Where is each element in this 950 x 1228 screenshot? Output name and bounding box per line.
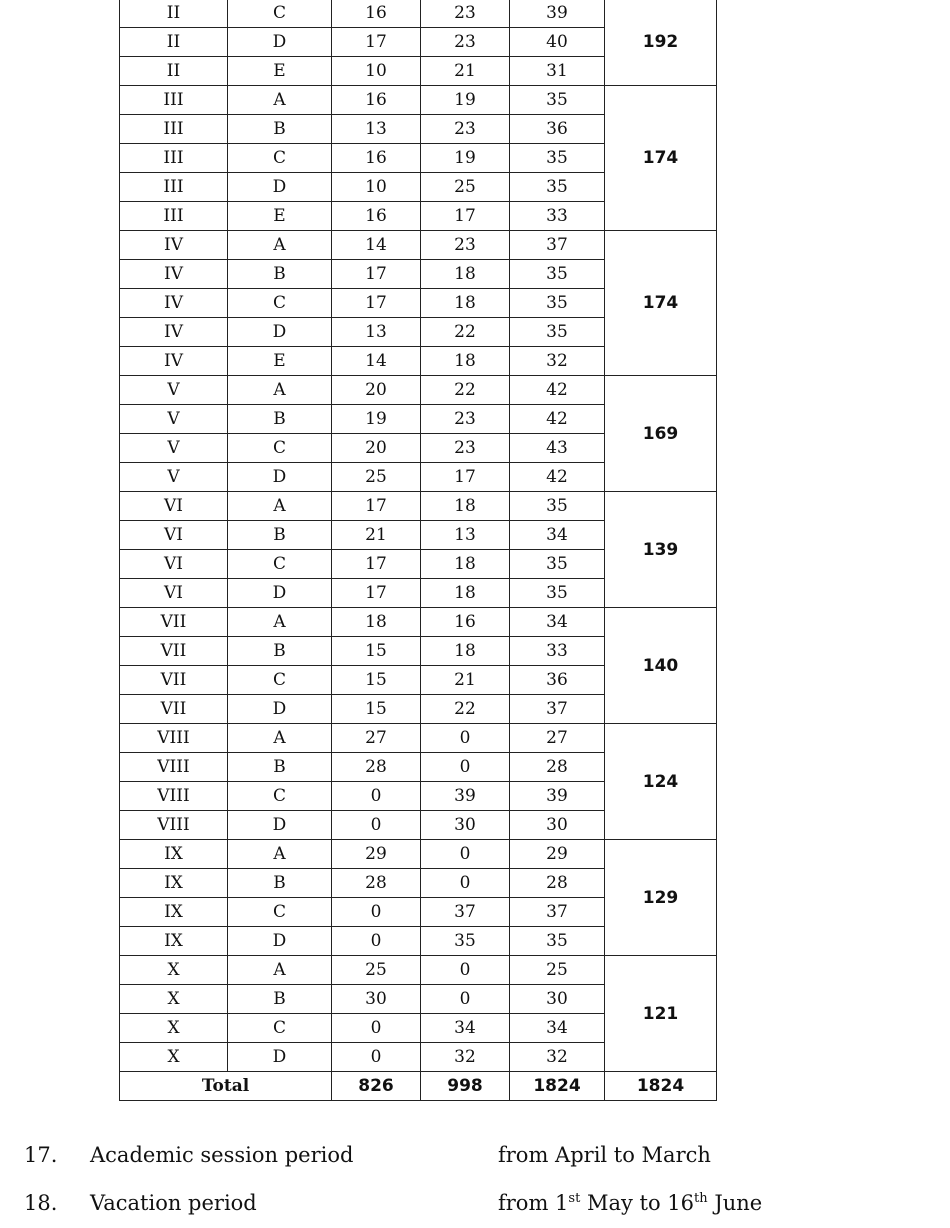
section-total-cell: 30 xyxy=(510,811,605,840)
section-cell: D xyxy=(228,318,332,347)
item-value: from April to March xyxy=(498,1143,711,1167)
section-cell: A xyxy=(228,492,332,521)
class-cell: IX xyxy=(120,869,228,898)
class-cell: III xyxy=(120,202,228,231)
section-cell: D xyxy=(228,28,332,57)
total-boys: 826 xyxy=(332,1072,421,1101)
section-cell: B xyxy=(228,405,332,434)
section-total-cell: 35 xyxy=(510,289,605,318)
class-cell: VI xyxy=(120,579,228,608)
section-total-cell: 39 xyxy=(510,782,605,811)
section-total-cell: 32 xyxy=(510,1043,605,1072)
section-cell: D xyxy=(228,695,332,724)
section-total-cell: 31 xyxy=(510,57,605,86)
section-cell: D xyxy=(228,463,332,492)
section-cell: D xyxy=(228,927,332,956)
class-cell: III xyxy=(120,115,228,144)
class-cell: II xyxy=(120,57,228,86)
section-total-cell: 37 xyxy=(510,898,605,927)
section-total-cell: 33 xyxy=(510,637,605,666)
girls-cell: 19 xyxy=(421,86,510,115)
boys-cell: 15 xyxy=(332,637,421,666)
section-total-cell: 42 xyxy=(510,463,605,492)
section-total-cell: 28 xyxy=(510,753,605,782)
boys-cell: 25 xyxy=(332,956,421,985)
girls-cell: 0 xyxy=(421,956,510,985)
item-number: 17. xyxy=(24,1143,58,1167)
table-row xyxy=(120,840,717,869)
ordinal-suffix: th xyxy=(694,1191,708,1206)
section-cell: D xyxy=(228,579,332,608)
class-total-cell: 139 xyxy=(605,492,717,608)
boys-cell: 0 xyxy=(332,1043,421,1072)
girls-cell: 25 xyxy=(421,173,510,202)
boys-cell: 17 xyxy=(332,260,421,289)
boys-cell: 10 xyxy=(332,57,421,86)
value-middle: May to 16 xyxy=(580,1191,695,1215)
enrollment-table xyxy=(119,0,717,1101)
table-row xyxy=(120,492,717,521)
section-total-cell: 40 xyxy=(510,28,605,57)
section-cell: C xyxy=(228,898,332,927)
girls-cell: 0 xyxy=(421,840,510,869)
boys-cell: 27 xyxy=(332,724,421,753)
section-cell: A xyxy=(228,956,332,985)
class-cell: X xyxy=(120,1014,228,1043)
girls-cell: 18 xyxy=(421,289,510,318)
girls-cell: 23 xyxy=(421,405,510,434)
section-total-cell: 34 xyxy=(510,521,605,550)
girls-cell: 17 xyxy=(421,202,510,231)
table-row xyxy=(120,231,717,260)
section-cell: B xyxy=(228,521,332,550)
section-cell: C xyxy=(228,0,332,28)
table-row xyxy=(120,956,717,985)
class-cell: IV xyxy=(120,318,228,347)
section-cell: C xyxy=(228,782,332,811)
class-cell: II xyxy=(120,0,228,28)
section-total-cell: 35 xyxy=(510,927,605,956)
class-total-cell: 169 xyxy=(605,376,717,492)
girls-cell: 23 xyxy=(421,115,510,144)
section-cell: D xyxy=(228,811,332,840)
girls-cell: 18 xyxy=(421,550,510,579)
section-total-cell: 32 xyxy=(510,347,605,376)
girls-cell: 16 xyxy=(421,608,510,637)
total-girls: 998 xyxy=(421,1072,510,1101)
class-total-cell: 192 xyxy=(605,0,717,86)
section-cell: C xyxy=(228,144,332,173)
section-cell: A xyxy=(228,376,332,405)
table-row xyxy=(120,86,717,115)
boys-cell: 30 xyxy=(332,985,421,1014)
boys-cell: 16 xyxy=(332,202,421,231)
section-cell: A xyxy=(228,840,332,869)
class-total-cell: 124 xyxy=(605,724,717,840)
girls-cell: 18 xyxy=(421,637,510,666)
class-cell: V xyxy=(120,463,228,492)
value-prefix: from 1 xyxy=(498,1191,569,1215)
boys-cell: 0 xyxy=(332,811,421,840)
section-cell: E xyxy=(228,57,332,86)
class-cell: III xyxy=(120,144,228,173)
section-cell: B xyxy=(228,637,332,666)
section-total-cell: 36 xyxy=(510,666,605,695)
section-total-cell: 37 xyxy=(510,695,605,724)
boys-cell: 13 xyxy=(332,318,421,347)
class-cell: VIII xyxy=(120,782,228,811)
boys-cell: 20 xyxy=(332,434,421,463)
item-number: 18. xyxy=(24,1191,58,1215)
section-total-cell: 42 xyxy=(510,405,605,434)
boys-cell: 17 xyxy=(332,550,421,579)
girls-cell: 22 xyxy=(421,318,510,347)
table-row xyxy=(120,608,717,637)
boys-cell: 14 xyxy=(332,347,421,376)
class-cell: VII xyxy=(120,608,228,637)
girls-cell: 17 xyxy=(421,463,510,492)
girls-cell: 21 xyxy=(421,666,510,695)
girls-cell: 23 xyxy=(421,231,510,260)
boys-cell: 0 xyxy=(332,1014,421,1043)
boys-cell: 17 xyxy=(332,579,421,608)
section-total-cell: 39 xyxy=(510,0,605,28)
boys-cell: 28 xyxy=(332,869,421,898)
section-cell: C xyxy=(228,434,332,463)
section-cell: B xyxy=(228,753,332,782)
class-cell: V xyxy=(120,434,228,463)
section-cell: B xyxy=(228,260,332,289)
class-cell: IV xyxy=(120,231,228,260)
section-cell: C xyxy=(228,289,332,318)
section-cell: E xyxy=(228,202,332,231)
girls-cell: 23 xyxy=(421,434,510,463)
section-total-cell: 35 xyxy=(510,318,605,347)
girls-cell: 21 xyxy=(421,57,510,86)
section-cell: A xyxy=(228,608,332,637)
class-cell: V xyxy=(120,405,228,434)
section-cell: B xyxy=(228,869,332,898)
girls-cell: 0 xyxy=(421,985,510,1014)
boys-cell: 0 xyxy=(332,927,421,956)
girls-cell: 18 xyxy=(421,492,510,521)
class-cell: X xyxy=(120,985,228,1014)
class-cell: V xyxy=(120,376,228,405)
class-cell: II xyxy=(120,28,228,57)
class-cell: VI xyxy=(120,550,228,579)
section-cell: D xyxy=(228,1043,332,1072)
girls-cell: 22 xyxy=(421,376,510,405)
section-total-cell: 43 xyxy=(510,434,605,463)
class-cell: VII xyxy=(120,695,228,724)
value-suffix: June xyxy=(707,1191,763,1215)
section-total-cell: 30 xyxy=(510,985,605,1014)
section-total-cell: 33 xyxy=(510,202,605,231)
section-total-cell: 35 xyxy=(510,579,605,608)
class-cell: VI xyxy=(120,521,228,550)
class-cell: VIII xyxy=(120,753,228,782)
boys-cell: 15 xyxy=(332,695,421,724)
boys-cell: 15 xyxy=(332,666,421,695)
girls-cell: 19 xyxy=(421,144,510,173)
section-cell: D xyxy=(228,173,332,202)
boys-cell: 18 xyxy=(332,608,421,637)
class-total-cell: 129 xyxy=(605,840,717,956)
boys-cell: 19 xyxy=(332,405,421,434)
section-cell: C xyxy=(228,1014,332,1043)
class-cell: VIII xyxy=(120,724,228,753)
section-cell: B xyxy=(228,985,332,1014)
girls-cell: 30 xyxy=(421,811,510,840)
girls-cell: 37 xyxy=(421,898,510,927)
boys-cell: 17 xyxy=(332,289,421,318)
boys-cell: 16 xyxy=(332,0,421,28)
class-cell: III xyxy=(120,173,228,202)
class-cell: VIII xyxy=(120,811,228,840)
grand-total: 1824 xyxy=(605,1072,717,1101)
section-cell: E xyxy=(228,347,332,376)
section-total-cell: 35 xyxy=(510,550,605,579)
class-cell: IV xyxy=(120,260,228,289)
girls-cell: 23 xyxy=(421,28,510,57)
girls-cell: 22 xyxy=(421,695,510,724)
boys-cell: 16 xyxy=(332,86,421,115)
boys-cell: 14 xyxy=(332,231,421,260)
girls-cell: 0 xyxy=(421,869,510,898)
item-value xyxy=(498,1187,762,1219)
section-cell: C xyxy=(228,550,332,579)
section-total-cell: 34 xyxy=(510,1014,605,1043)
ordinal-suffix: st xyxy=(568,1191,581,1206)
boys-cell: 10 xyxy=(332,173,421,202)
girls-cell: 18 xyxy=(421,347,510,376)
section-cell: A xyxy=(228,724,332,753)
class-cell: IX xyxy=(120,927,228,956)
girls-cell: 35 xyxy=(421,927,510,956)
boys-cell: 17 xyxy=(332,28,421,57)
girls-cell: 0 xyxy=(421,753,510,782)
girls-cell: 18 xyxy=(421,579,510,608)
boys-cell: 20 xyxy=(332,376,421,405)
boys-cell: 13 xyxy=(332,115,421,144)
boys-cell: 28 xyxy=(332,753,421,782)
class-cell: VII xyxy=(120,637,228,666)
class-cell: IX xyxy=(120,840,228,869)
boys-cell: 16 xyxy=(332,144,421,173)
boys-cell: 25 xyxy=(332,463,421,492)
boys-cell: 17 xyxy=(332,492,421,521)
section-total-cell: 27 xyxy=(510,724,605,753)
section-total-cell: 36 xyxy=(510,115,605,144)
section-cell: B xyxy=(228,115,332,144)
girls-cell: 39 xyxy=(421,782,510,811)
boys-cell: 21 xyxy=(332,521,421,550)
section-cell: A xyxy=(228,86,332,115)
class-cell: IX xyxy=(120,898,228,927)
class-cell: X xyxy=(120,956,228,985)
girls-cell: 34 xyxy=(421,1014,510,1043)
section-cell: A xyxy=(228,231,332,260)
girls-cell: 13 xyxy=(421,521,510,550)
class-cell: IV xyxy=(120,289,228,318)
total-label: Total xyxy=(120,1072,332,1101)
section-total-cell: 35 xyxy=(510,492,605,521)
table-row xyxy=(120,724,717,753)
enrollment-table-container xyxy=(119,0,717,1101)
girls-cell: 23 xyxy=(421,0,510,28)
enrollment-table-body xyxy=(120,0,717,1101)
section-total-cell: 29 xyxy=(510,840,605,869)
section-total-cell: 35 xyxy=(510,86,605,115)
class-cell: III xyxy=(120,86,228,115)
info-item-vacation-period xyxy=(0,1187,950,1219)
boys-cell: 0 xyxy=(332,782,421,811)
total-students: 1824 xyxy=(510,1072,605,1101)
section-total-cell: 42 xyxy=(510,376,605,405)
girls-cell: 32 xyxy=(421,1043,510,1072)
class-total-cell: 174 xyxy=(605,86,717,231)
class-cell: VII xyxy=(120,666,228,695)
section-total-cell: 35 xyxy=(510,173,605,202)
item-label: Vacation period xyxy=(90,1191,257,1215)
section-cell: C xyxy=(228,666,332,695)
table-row xyxy=(120,0,717,28)
section-total-cell: 35 xyxy=(510,260,605,289)
section-total-cell: 25 xyxy=(510,956,605,985)
class-cell: X xyxy=(120,1043,228,1072)
class-cell: IV xyxy=(120,347,228,376)
boys-cell: 29 xyxy=(332,840,421,869)
section-total-cell: 34 xyxy=(510,608,605,637)
table-row xyxy=(120,376,717,405)
girls-cell: 0 xyxy=(421,724,510,753)
boys-cell: 0 xyxy=(332,898,421,927)
girls-cell: 18 xyxy=(421,260,510,289)
item-label: Academic session period xyxy=(90,1143,354,1167)
class-total-cell: 121 xyxy=(605,956,717,1072)
total-row xyxy=(120,1072,717,1101)
section-total-cell: 37 xyxy=(510,231,605,260)
class-cell: VI xyxy=(120,492,228,521)
section-total-cell: 35 xyxy=(510,144,605,173)
class-total-cell: 174 xyxy=(605,231,717,376)
class-total-cell: 140 xyxy=(605,608,717,724)
info-item-academic-session xyxy=(0,1139,950,1171)
section-total-cell: 28 xyxy=(510,869,605,898)
